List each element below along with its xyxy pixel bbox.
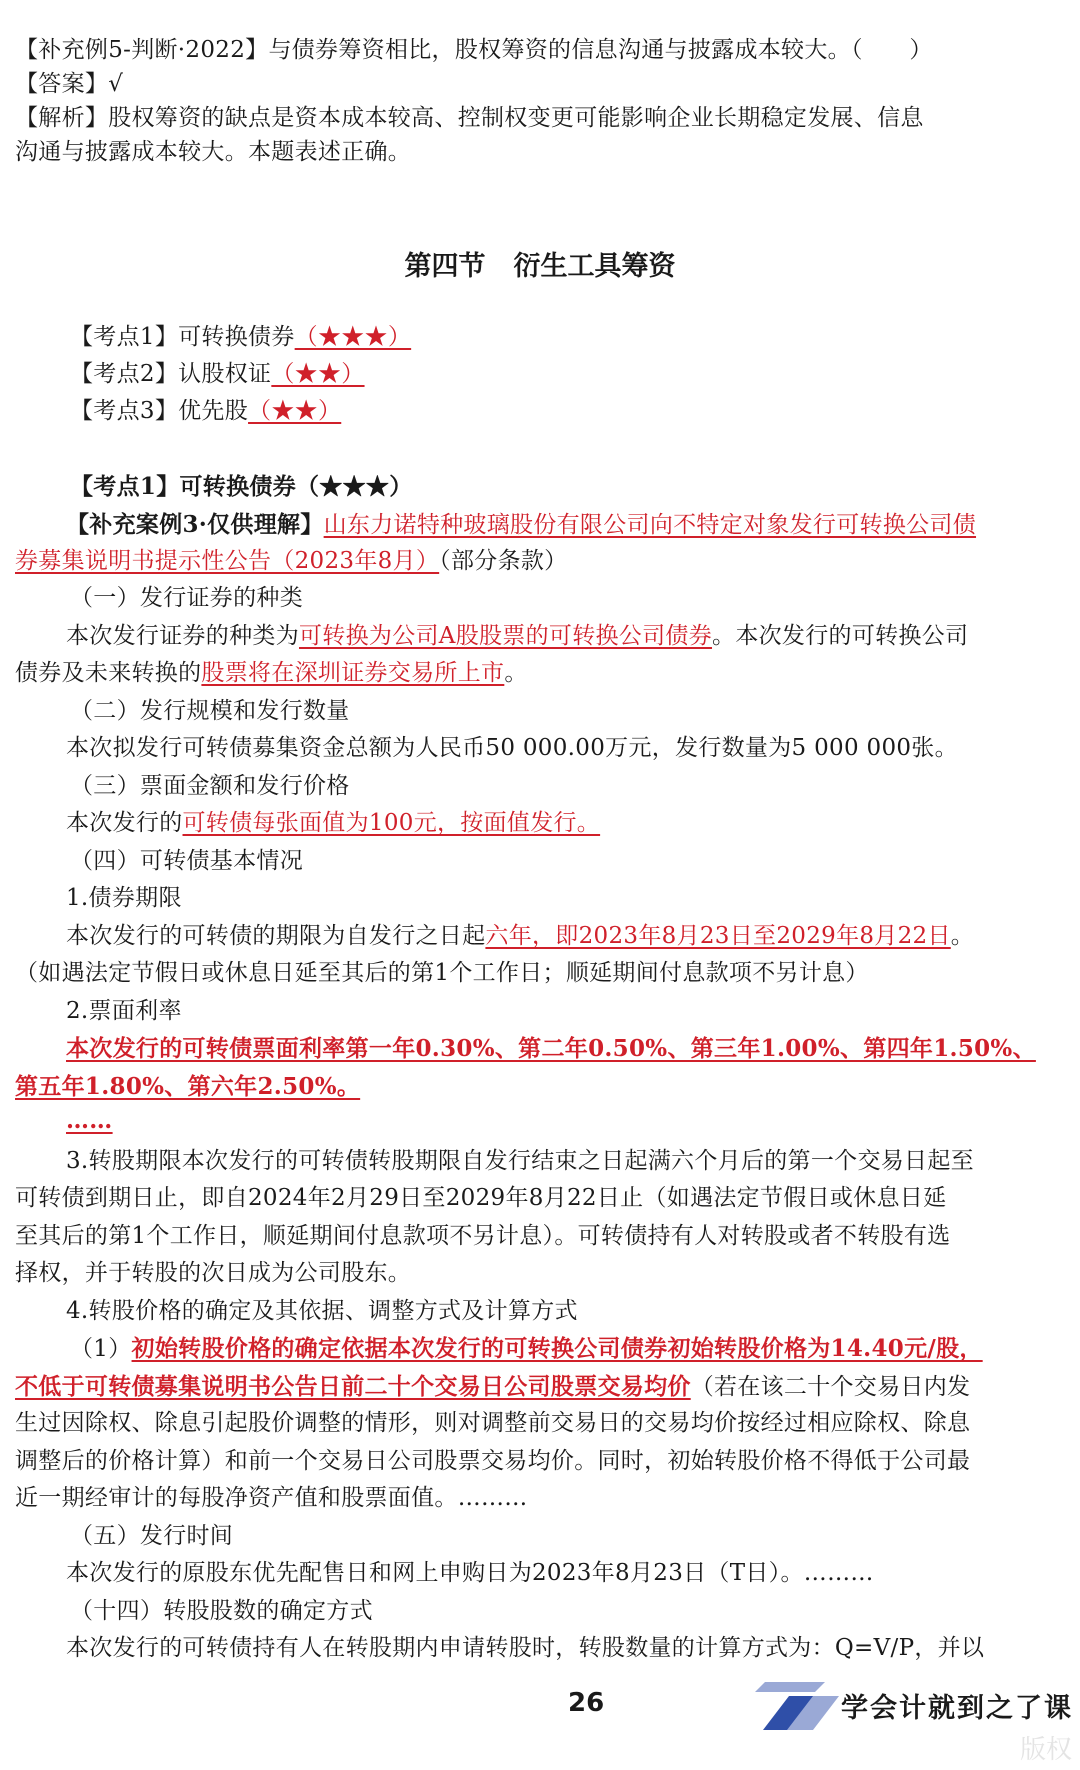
- section-number: 第四节: [404, 251, 486, 282]
- highlight: 初始转股价格的确定依据本次发行的可转换公司债券初始转股价格为14.40元/股，: [131, 1335, 983, 1362]
- text: 。: [504, 660, 528, 686]
- key-point-2: [70, 356, 1065, 393]
- case-prefix: 【补充案例3·仅供理解】: [66, 511, 324, 538]
- section-1-text-2: [15, 655, 1065, 692]
- item-4-title: 4.转股价格的确定及其依据、调整方式及计算方式: [66, 1298, 578, 1324]
- key-point-label: 【考点3】优先股: [70, 398, 249, 424]
- section-1-title: （一）发行证券的种类: [70, 585, 303, 611]
- case-title-line-2: [15, 543, 1065, 580]
- highlight: 可转换为公司A股股票的可转换公司债券: [299, 623, 713, 649]
- key-point-label: 【考点1】可转换债券: [70, 324, 295, 350]
- text: 。本次发行的可转换公司: [712, 623, 969, 649]
- highlight: ……: [66, 1107, 113, 1134]
- item-3-line-1: 3.转股期限本次发行的可转债转股期限自发行结束之日起满六个月后的第一个交易日起至: [66, 1148, 974, 1174]
- key-point-title: 【考点1】可转换债券（★★★）: [70, 473, 413, 500]
- highlight: 第五年1.80%、第六年2.50%。: [15, 1073, 361, 1100]
- section-heading: [0, 244, 1080, 283]
- key-point-3: [70, 393, 1065, 430]
- item-4-text-2: [15, 1368, 1065, 1406]
- item-1-text: [66, 918, 1065, 955]
- section-3-title: （三）票面金额和发行价格: [70, 773, 350, 799]
- section-1-text-1: [66, 618, 1065, 655]
- section-3-text: [66, 805, 1065, 842]
- ellipsis: [66, 1102, 1065, 1140]
- text: 债券及未来转换的: [15, 660, 202, 686]
- text: 。: [950, 923, 975, 949]
- key-point-stars: （★★）: [248, 398, 342, 424]
- item-2-text-2: [15, 1068, 1065, 1106]
- highlight: 不低于可转债募集说明书公告日前二十个交易日公司股票交易均价: [15, 1373, 691, 1400]
- item-4-text-1: [70, 1330, 1065, 1368]
- watermark: 版权: [1019, 1735, 1072, 1765]
- highlight: 股票将在深圳证券交易所上市: [201, 660, 505, 686]
- section-5-title: （五）发行时间: [70, 1523, 234, 1549]
- highlight: 本次发行的可转债票面利率第一年0.30%、第二年0.50%、第三年1.00%、第四年1.50%、: [66, 1035, 1036, 1062]
- brand-logo-icon: [755, 1682, 841, 1730]
- analysis-line-2: 沟通与披露成本较大。本题表述正确。: [15, 139, 412, 165]
- item-3-line-2: 可转债到期日止，即自2024年2月29日至2029年8月22日止（如遇法定节假日或休息日延: [15, 1185, 947, 1211]
- item-2-text-1: [66, 1030, 1065, 1068]
- section-14-text: 本次发行的可转债持有人在转股期内申请转股时，转股数量的计算方式为：Q=V/P，并以: [66, 1635, 985, 1661]
- supplement-question: 【补充例5-判断·2022】与债券筹资相比，股权筹资的信息沟通与披露成本较大。（ ）: [15, 37, 933, 63]
- highlight: 可转债每张面值为100元，按面值发行。: [182, 810, 601, 836]
- case-title-red: 券募集说明书提示性公告（2023年8月）: [15, 548, 440, 574]
- section-2-title: （二）发行规模和发行数量: [70, 698, 350, 724]
- item-1-note: （如遇法定节假日或休息日延至其后的第1个工作日；顺延期间付息款项不另计息）: [15, 960, 869, 986]
- section-14-title: （十四）转股股数的确定方式: [70, 1598, 373, 1624]
- brand-footer: [755, 1680, 1080, 1732]
- brand-text: 学会计就到之了课: [841, 1693, 1073, 1724]
- case-title-red: 山东力诺特种玻璃股份有限公司向不特定对象发行可转换公司债: [323, 512, 977, 538]
- item-1-title: 1.债券期限: [66, 885, 182, 911]
- text: 本次发行的: [66, 810, 183, 836]
- section-title: 衍生工具筹资: [513, 251, 676, 282]
- text: （1）: [70, 1336, 132, 1362]
- page-number: 26: [568, 1688, 605, 1718]
- item-3-line-3: 至其后的第1个工作日，顺延期间付息款项不另计息）。可转债持有人对转股或者不转股有选: [15, 1223, 951, 1249]
- key-point-stars: （★★）: [271, 361, 365, 387]
- section-4-title: （四）可转债基本情况: [70, 848, 303, 874]
- item-4-text-4: 调整后的价格计算）和前一个交易日公司股票交易均价。同时，初始转股价格不得低于公司最: [15, 1448, 971, 1474]
- highlight: 六年，即2023年8月23日至2029年8月22日: [485, 923, 951, 949]
- key-point-label: 【考点2】认股权证: [70, 361, 272, 387]
- key-point-stars: （★★★）: [294, 324, 412, 350]
- case-tail: （部分条款）: [439, 548, 568, 574]
- answer: 【答案】√: [15, 71, 124, 97]
- item-4-text-5: 近一期经审计的每股净资产值和股票面值。………: [15, 1485, 528, 1511]
- analysis-line-1: 【解析】股权筹资的缺点是资本成本较高、控制权变更可能影响企业长期稳定发展、信息: [15, 105, 924, 131]
- case-title-line-1: [66, 506, 1065, 544]
- item-3-line-4: 择权，并于转股的次日成为公司股东。: [15, 1260, 412, 1286]
- text: （若在该二十个交易日内发: [690, 1374, 971, 1400]
- text: 本次发行证券的种类为: [66, 623, 299, 649]
- text: 本次发行的可转债的期限为自发行之日起: [66, 923, 486, 949]
- item-4-text-3: 生过因除权、除息引起股价调整的情形，则对调整前交易日的交易均价按经过相应除权、除息: [15, 1410, 971, 1436]
- section-5-text: 本次发行的原股东优先配售日和网上申购日为2023年8月23日（T日）。………: [66, 1560, 874, 1586]
- section-2-text: 本次拟发行可转债募集资金总额为人民币50 000.00万元，发行数量为5 000 000张。: [66, 735, 958, 761]
- item-2-title: 2.票面利率: [66, 998, 182, 1024]
- key-point-1: [70, 319, 1065, 356]
